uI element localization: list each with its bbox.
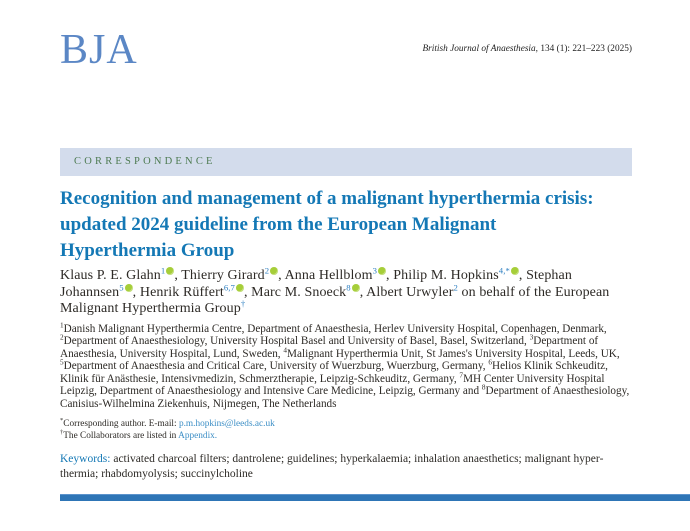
article-header [60,186,632,483]
keywords-label: Keywords: [60,452,111,465]
author-affiliation-sup: 1 [160,265,166,276]
affiliation-sup: 3 [529,333,534,342]
author-affiliation-sup: 2 [264,265,270,276]
author-name: Anna Hellblom$^3$ [285,268,386,283]
footnote-collaborators [60,430,632,442]
affiliation-sup: 5 [60,358,64,367]
author-affiliation-sup: 6,7 [223,281,235,292]
keywords [60,452,632,483]
journal-citation [0,44,632,54]
orcid-icon[interactable] [511,267,519,275]
footnote-marker: † [60,428,64,436]
author-affiliation-sup: 3 [372,265,378,276]
orcid-icon[interactable] [352,284,360,292]
author-name: Henrik Rüffert$^{6,7}$ [140,285,244,300]
affiliation-sup: 6 [488,358,492,367]
orcid-icon[interactable] [270,267,278,275]
orcid-icon[interactable] [125,284,133,292]
appendix-link[interactable]: Appendix. [178,430,218,441]
author-name: Stephan Johannsen$^5$ [60,268,572,300]
author-name: Marc M. Snoeck$^8$ [251,285,360,300]
group-footnote-sup: † [240,298,246,309]
affiliations: $^1$Danish Malignant Hyperthermia Centre, Department of Anaesthesia, Herlev University Hospital, Copenhagen, Denmark, $^2$Department of Anaesthesiology, University Hospital Basel and University of Basel, Basel, Switzerland, $^3$Department of Anaesthesia, University Hospital, Lund, Sweden, $^4$Malignant Hyperthermia Unit, St James's University Hospital, Leeds, UK, $^5$Department of Anaesthesia and Critical Care, University of Wuerzburg, Wuerzburg, Germany, $^6$Helios Klinik Schkeuditz, Klinik für Anästhesie, Intensivmedizin, Schmerztherapie, Leipzig-Schkeuditz, Germany, $^7$MH Center University Hospital Leipzig, Department of Anaesthesiology and Intensive Care Medicine, Leipzig, Germany and $^8$Department of Anaesthesiology, Canisius-Wilhelmina Ziekenhuis, Nijmegen, The Netherlands [60,320,630,411]
author-affiliation-sup: 8 [346,281,351,292]
affiliation-sup: 8 [481,383,486,392]
orcid-icon[interactable] [236,284,244,292]
author-affiliation-sup: 4,* [498,265,510,276]
affiliation-sup: 2 [60,333,64,342]
author-list: Klaus P. E. Glahn$^1$ , Thierry Girard$^2$ , Anna Hellblom$^3$ , Philip M. Hopkins$^{4,*}$ , Stephan Johannsen$^5$ , Henrik Rüffert$^{6,7}$ , Marc M. Snoeck$^8$ , Albert Urwyler$^2$ on behalf of the European Malignant Hyperthermia Group† [60,265,610,316]
orcid-icon[interactable] [166,267,174,275]
orcid-icon[interactable] [378,267,386,275]
affiliation-sup: 1 [60,320,64,329]
author-affiliation-sup: 5 [119,281,124,292]
citation-volume-pages: 134 (1): 221–223 (2025) [538,44,632,54]
footnote-text: The Collaborators are listed in [63,430,179,441]
author-name: Thierry Girard$^2$ [181,268,278,283]
author-affiliation-sup: 2 [453,281,458,292]
author-name: Klaus P. E. Glahn$^1$ [60,268,174,283]
section-label: CORRESPONDENCE [74,156,216,167]
author-name: Albert Urwyler$^2$ [366,281,458,300]
journal-logo: BJA [60,27,138,73]
affiliation-sup: 4 [283,345,288,354]
affiliation-sup: 7 [459,371,464,380]
author-name: Philip M. Hopkins$^{4,*}$ [393,268,519,283]
footnotes [60,418,632,442]
keywords-text: activated charcoal filters; dantrolene; guidelines; hyperkalaemia; inhalation anaesthetics; malignant hyperthermia; rhabdomyolysis; succinylcholine [60,452,604,481]
bottom-rule [60,494,690,501]
article-title: Recognition and management of a malignant hyperthermia crisis: updated 2024 guideline from the European Malignant Hyperthermia Group [60,188,594,261]
footnote-marker: * [60,416,64,424]
footnote-corresponding [60,418,632,430]
email-link[interactable]: p.m.hopkins@leeds.ac.uk [178,418,275,429]
section-band [60,148,632,176]
citation-journal-name: British Journal of Anaesthesia, [422,44,538,54]
footnote-text: Corresponding author. E-mail: [63,418,179,429]
